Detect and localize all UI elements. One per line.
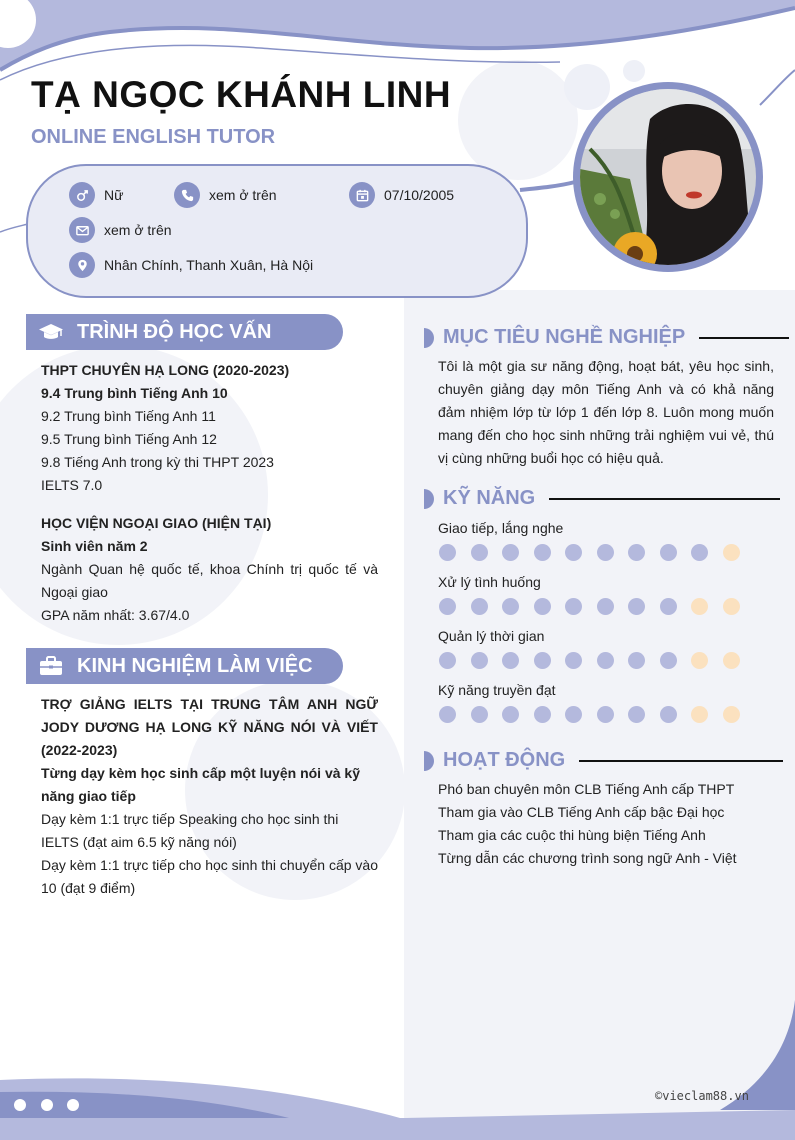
- skill-dot-filled: [597, 598, 614, 615]
- activities-heading-text: HOẠT ĐỘNG: [443, 749, 566, 771]
- experience-job-title: TRỢ GIẢNG IELTS TẠI TRUNG TÂM ANH NGỮ JODY DƯƠNG HẠ LONG KỸ NĂNG NÓI VÀ VIẾT (2022-2023): [41, 696, 378, 758]
- skill-dot-filled: [534, 544, 551, 561]
- skill-dot-filled: [597, 544, 614, 561]
- skill-rating: [439, 598, 754, 615]
- skill-dot-filled: [471, 598, 488, 615]
- birthdate-text: 07/10/2005: [384, 187, 455, 203]
- skill-rating: [439, 652, 754, 669]
- experience-block: [41, 693, 378, 900]
- skill-dot-empty: [723, 544, 740, 561]
- skill-dot-filled: [471, 706, 488, 723]
- experience-item-2: Dạy kèm 1:1 trực tiếp cho học sinh thi chuyển cấp vào 10 (đạt 9 điểm): [41, 857, 378, 896]
- skill-dot-filled: [628, 544, 645, 561]
- skill-dot-empty: [691, 706, 708, 723]
- skill-dot-filled: [534, 652, 551, 669]
- school-1-line: 9.8 Tiếng Anh trong kỳ thi THPT 2023: [41, 454, 274, 470]
- experience-heading-text: KINH NGHIỆM LÀM VIỆC: [77, 654, 313, 677]
- objective-heading: [424, 326, 789, 349]
- education-block-1: [41, 359, 378, 497]
- skill-dot-filled: [628, 706, 645, 723]
- email-text: xem ở trên: [104, 222, 172, 238]
- skill-dot-filled: [502, 652, 519, 669]
- half-circle-bullet: [424, 328, 434, 348]
- skill-dot-filled: [691, 544, 708, 561]
- objective-heading-text: MỤC TIÊU NGHỀ NGHIỆP: [443, 326, 686, 348]
- contact-address: [69, 252, 313, 278]
- activities-list: [438, 778, 774, 870]
- decor-dot: [14, 1099, 26, 1111]
- skill-dot-filled: [439, 706, 456, 723]
- education-block-2: [41, 512, 378, 627]
- skill-rating: [439, 544, 754, 561]
- skill-dot-filled: [439, 544, 456, 561]
- heading-rule: [579, 760, 783, 762]
- experience-subtitle: Từng dạy kèm học sinh cấp một luyện nói và kỹ năng giao tiếp: [41, 765, 360, 804]
- activity-item: Tham gia các cuộc thi hùng biện Tiếng Anh: [438, 827, 706, 843]
- contact-birthdate: [349, 182, 454, 208]
- skill-dot-filled: [502, 598, 519, 615]
- school-1-name: THPT CHUYÊN HẠ LONG (2020-2023): [41, 362, 290, 378]
- skill-rating: [439, 706, 754, 723]
- school-1-subtitle: 9.4 Trung bình Tiếng Anh 10: [41, 385, 228, 401]
- skill-dot-filled: [660, 544, 677, 561]
- phone-icon: [174, 182, 200, 208]
- skill-dot-filled: [471, 544, 488, 561]
- skill-dot-filled: [565, 706, 582, 723]
- heading-rule: [699, 337, 789, 339]
- school-1-line: IELTS 7.0: [41, 477, 103, 493]
- skill-dot-filled: [565, 544, 582, 561]
- skill-dot-filled: [534, 706, 551, 723]
- education-heading: [26, 314, 343, 350]
- contact-phone: [174, 182, 277, 208]
- candidate-name: TẠ NGỌC KHÁNH LINH: [31, 74, 452, 115]
- skill-dot-filled: [439, 652, 456, 669]
- experience-heading: [26, 648, 343, 684]
- graduation-cap-icon: [31, 322, 71, 342]
- school-1-line: 9.5 Trung bình Tiếng Anh 12: [41, 431, 217, 447]
- heading-rule: [549, 498, 780, 500]
- skill-label: Giao tiếp, lắng nghe: [438, 520, 564, 536]
- activity-item: Tham gia vào CLB Tiếng Anh cấp bậc Đại học: [438, 804, 725, 820]
- skill-dot-filled: [534, 598, 551, 615]
- skill-dot-filled: [502, 544, 519, 561]
- experience-item-1: Dạy kèm 1:1 trực tiếp Speaking cho học sinh thi IELTS (đạt aim 6.5 kỹ năng nói): [41, 811, 339, 850]
- skill-dot-filled: [628, 652, 645, 669]
- address-text: Nhân Chính, Thanh Xuân, Hà Nội: [104, 257, 314, 273]
- skills-heading-text: KỸ NĂNG: [443, 487, 536, 509]
- skill-dot-filled: [502, 706, 519, 723]
- gender-icon: [69, 182, 95, 208]
- skill-dot-empty: [691, 598, 708, 615]
- gender-text: Nữ: [104, 187, 124, 203]
- skill-dot-empty: [723, 652, 740, 669]
- job-title: ONLINE ENGLISH TUTOR: [31, 126, 276, 148]
- skill-dot-filled: [660, 652, 677, 669]
- skill-dot-empty: [723, 706, 740, 723]
- calendar-icon: [349, 182, 375, 208]
- skill-dot-empty: [691, 652, 708, 669]
- skill-label: Quản lý thời gian: [438, 628, 545, 644]
- activity-item: Từng dẫn các chương trình song ngữ Anh - Việt: [438, 850, 737, 866]
- skill-dot-filled: [565, 652, 582, 669]
- school-2-name: HỌC VIỆN NGOẠI GIAO (HIỆN TẠI): [41, 515, 272, 531]
- skill-dot-filled: [439, 598, 456, 615]
- portrait-image: [580, 89, 756, 265]
- contact-gender: [69, 182, 123, 208]
- education-heading-text: TRÌNH ĐỘ HỌC VẤN: [77, 320, 272, 343]
- half-circle-bullet: [424, 751, 434, 771]
- skill-dot-filled: [471, 652, 488, 669]
- decor-dot: [67, 1099, 79, 1111]
- briefcase-icon: [31, 656, 71, 676]
- contact-email: [69, 217, 172, 243]
- school-1-line: 9.2 Trung bình Tiếng Anh 11: [41, 408, 216, 424]
- skill-dot-filled: [660, 598, 677, 615]
- objective-text: Tôi là một gia sư năng động, hoạt bát, yêu học sinh, chuyên giảng dạy môn Tiếng Anh và có khả năng đảm nhiệm lớp từ lớp 1 đến lớp 8. Luôn mong muốn mang đến cho học sinh những trải nghiệm vui vẻ, thú vị cùng những buổi học có hiệu quả.: [438, 358, 774, 466]
- email-icon: [69, 217, 95, 243]
- skill-dot-filled: [565, 598, 582, 615]
- skills-heading: [424, 487, 780, 510]
- activity-item: Phó ban chuyên môn CLB Tiếng Anh cấp THPT: [438, 781, 735, 797]
- school-2-gpa: GPA năm nhất: 3.67/4.0: [41, 607, 190, 623]
- school-2-major: Ngành Quan hệ quốc tế, khoa Chính trị quốc tế và Ngoại giao: [41, 561, 378, 600]
- skill-dot-filled: [597, 652, 614, 669]
- half-circle-bullet: [424, 489, 434, 509]
- profile-photo: [573, 82, 763, 272]
- decor-dot: [41, 1099, 53, 1111]
- skill-dot-filled: [597, 706, 614, 723]
- school-2-subtitle: Sinh viên năm 2: [41, 538, 148, 554]
- skill-dot-empty: [723, 598, 740, 615]
- skill-label: Xử lý tình huống: [438, 574, 541, 590]
- skill-dot-filled: [628, 598, 645, 615]
- phone-text: xem ở trên: [209, 187, 277, 203]
- location-pin-icon: [69, 252, 95, 278]
- activities-heading: [424, 749, 783, 772]
- skill-dot-filled: [660, 706, 677, 723]
- watermark: ©vieclam88.vn: [655, 1089, 749, 1103]
- skill-label: Kỹ năng truyền đạt: [438, 682, 556, 698]
